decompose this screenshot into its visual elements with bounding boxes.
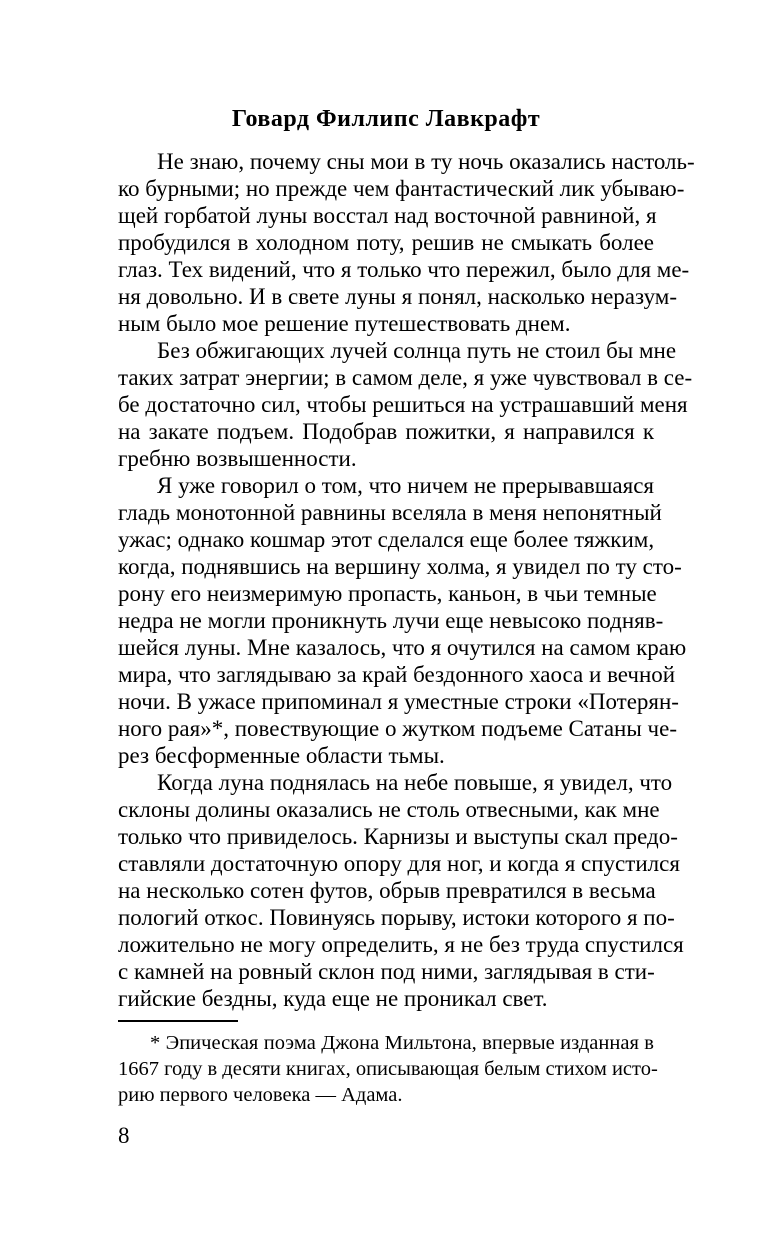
text-line: склоны долины оказались не столь отвесными, как мне bbox=[118, 797, 660, 822]
text-line: ня довольно. И в свете луны я понял, насколько неразум- bbox=[118, 284, 678, 309]
running-header-author: Говард Филлипс Лавкрафт bbox=[231, 106, 541, 132]
text-line: пробудился в холодном поту, решив не смыкать более bbox=[118, 230, 654, 255]
text-line: рию первого человека — Адама. bbox=[118, 1084, 403, 1106]
text-line: ложительно не могу определить, я не без труда спустился bbox=[118, 932, 684, 957]
text-line: ным было мое решение путешествовать днем. bbox=[118, 311, 571, 336]
text-line: рез бесформенные области тьмы. bbox=[118, 743, 445, 768]
text-line: ужас; однако кошмар этот сделался еще более тяжким, bbox=[118, 527, 655, 552]
text-line: глаз. Тех видений, что я только что пережил, было для ме- bbox=[118, 257, 690, 282]
text-line: ко бурными; но прежде чем фантастический лик убываю- bbox=[118, 176, 685, 201]
text-line: 1667 году в десяти книгах, описывающая белым стихом исто- bbox=[118, 1058, 658, 1080]
paragraph bbox=[118, 148, 695, 337]
text-line: с камней на ровный склон под ними, заглядывая в сти- bbox=[118, 959, 655, 984]
text-line: когда, поднявшись на вершину холма, я увидел по ту сто- bbox=[118, 554, 682, 579]
text-line: ночи. В ужасе припоминал я уместные строки «Потерян- bbox=[118, 689, 679, 714]
paragraph bbox=[118, 472, 687, 769]
footnote-rule bbox=[118, 1020, 238, 1022]
page-number: 8 bbox=[118, 1123, 130, 1148]
text-line: только что привиделось. Карнизы и выступы скал предо- bbox=[118, 824, 678, 849]
text-line: на несколько сотен футов, обрыв превратился в весьма bbox=[118, 878, 656, 903]
text-line: гладь монотонной равнины вселяла в меня непонятный bbox=[118, 500, 662, 525]
text-line: ставляли достаточную опору для ног, и когда я спустился bbox=[118, 851, 680, 876]
text-line: на закате подъем. Подобрав пожитки, я направился к bbox=[118, 419, 654, 444]
text-line: рону его неизмеримую пропасть, каньон, в чьи темные bbox=[118, 581, 657, 606]
text-line: таких затрат энергии; в самом деле, я уже чувствовал в се- bbox=[118, 365, 693, 390]
footnote bbox=[118, 1020, 658, 1108]
text-line: Не знаю, почему сны мои в ту ночь оказались настоль- bbox=[157, 149, 695, 174]
text-line: ного рая»*, повествующие о жутком подъеме Сатаны че- bbox=[118, 716, 677, 741]
text-line: пологий откос. Повинуясь порыву, истоки которого я по- bbox=[118, 905, 675, 930]
text-line: * Эпическая поэма Джона Мильтона, впервые изданная в bbox=[150, 1032, 654, 1054]
text-line: шейся луны. Мне казалось, что я очутился на самом краю bbox=[118, 635, 687, 660]
text-line: гийские бездны, куда еще не проникал свет. bbox=[118, 986, 548, 1011]
text-block bbox=[118, 104, 695, 1150]
text-line: недра не могли проникнуть лучи еще невысоко подняв- bbox=[118, 608, 664, 633]
text-line: Когда луна поднялась на небе повыше, я увидел, что bbox=[157, 770, 673, 795]
paragraph bbox=[118, 337, 693, 472]
footnote-text bbox=[118, 1030, 658, 1108]
text-line: щей горбатой луны восстал над восточной равниной, я bbox=[118, 203, 657, 228]
text-line: бе достаточно сил, чтобы решиться на устрашавший меня bbox=[118, 392, 688, 417]
text-line: Без обжигающих лучей солнца путь не стоил бы мне bbox=[157, 338, 677, 363]
body-text bbox=[118, 148, 695, 1012]
text-line: мира, что заглядываю за край бездонного хаоса и вечной bbox=[118, 662, 676, 687]
paragraph bbox=[118, 769, 684, 1012]
text-line: гребню возвышенности. bbox=[118, 446, 357, 471]
text-line: Я уже говорил о том, что ничем не прерывавшаяся bbox=[157, 473, 654, 498]
